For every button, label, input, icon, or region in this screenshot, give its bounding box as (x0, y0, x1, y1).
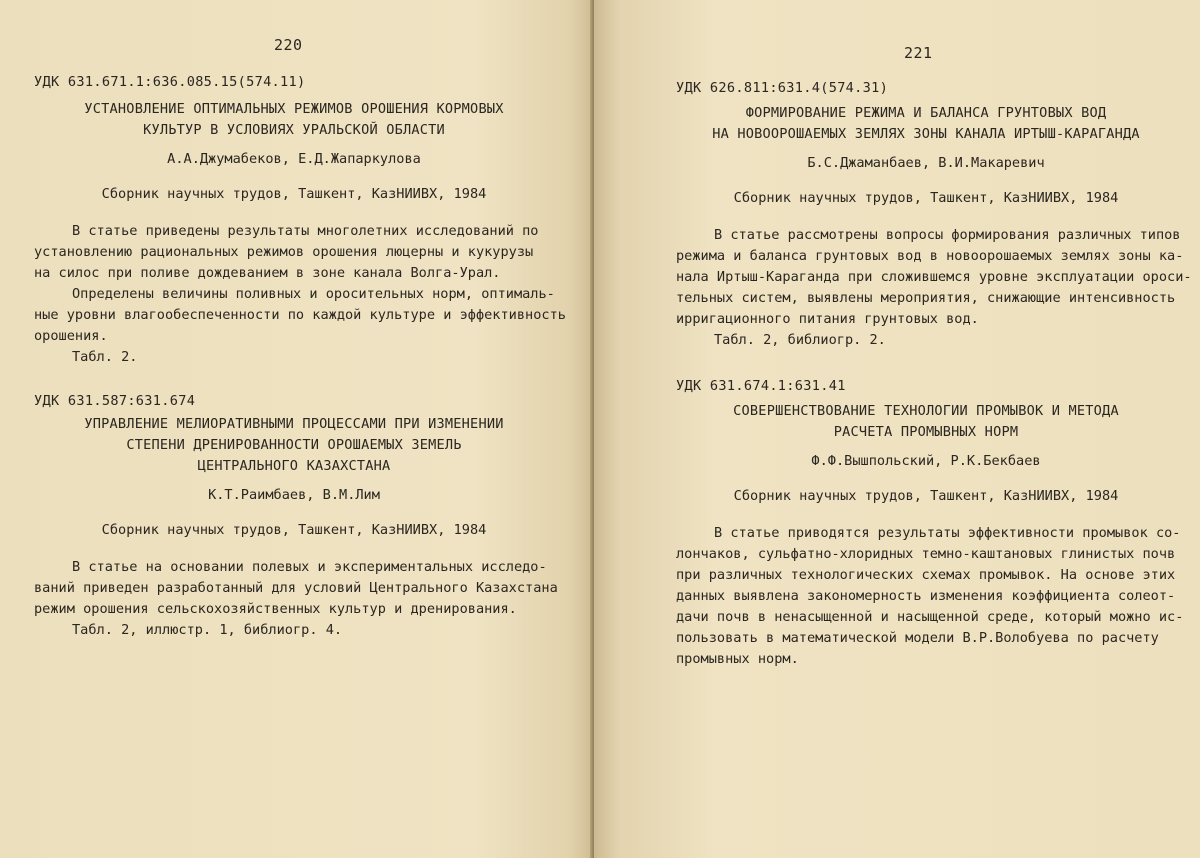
abstract-article-2 (34, 391, 558, 641)
udk-code: УДК 631.587:631.674 (34, 393, 196, 409)
article-authors: Ф.Ф.Вышпольский, Р.К.Бекбаев (811, 453, 1041, 469)
abstract-article-1 (34, 72, 566, 368)
article-abstract (676, 225, 1192, 351)
abstract-line: Определены величины поливных и оросительных норм, оптималь- (72, 286, 555, 302)
abstract-article-4 (676, 376, 1184, 670)
title-line: КУЛЬТУР В УСЛОВИЯХ УРАЛЬСКОЙ ОБЛАСТИ (143, 122, 445, 138)
abstract-line: режим орошения сельскохозяйственных культур и дренирования. (34, 601, 517, 617)
abstract-line: дачи почв в ненасыщенной и насыщенной среде, который можно ис- (676, 609, 1184, 625)
abstract-line: ирригационного питания грунтовых вод. (676, 311, 979, 327)
abstract-article-3 (676, 78, 1192, 351)
abstract-line: лончаков, сульфатно-хлоридных темно-каштановых глинистых почв (676, 546, 1176, 562)
title-line: УСТАНОВЛЕНИЕ ОПТИМАЛЬНЫХ РЕЖИМОВ ОРОШЕНИЯ КОРМОВЫХ (84, 101, 504, 117)
title-line: НА НОВООРОШАЕМЫХ ЗЕМЛЯХ ЗОНЫ КАНАЛА ИРТЫШ-КАРАГАНДА (712, 126, 1140, 142)
article-refs: Табл. 2, библиогр. 2. (714, 332, 886, 348)
abstract-line: промывных норм. (676, 651, 799, 667)
abstract-line: ваний приведен разработанный для условий Центрального Казахстана (34, 580, 558, 596)
abstract-line: ные уровни влагообеспеченности по каждой культуре и эффективность (34, 307, 566, 323)
abstract-line: тельных систем, выявлены мероприятия, снижающие интенсивность (676, 290, 1176, 306)
title-line: РАСЧЕТА ПРОМЫВНЫХ НОРМ (833, 424, 1019, 440)
article-title (34, 99, 554, 141)
abstract-line: В статье на основании полевых и экспериментальных исследо- (72, 559, 547, 575)
abstract-line: В статье рассмотрены вопросы формирования различных типов (714, 227, 1181, 243)
abstract-line: В статье приводятся результаты эффективности промывок со- (714, 525, 1181, 541)
article-source: Сборник научных трудов, Ташкент, КазНИИВХ, 1984 (101, 186, 487, 202)
page-number: 221 (904, 44, 933, 62)
abstract-line: на силос при поливе дождеванием в зоне канала Волга-Урал. (34, 265, 501, 281)
article-title (676, 401, 1176, 443)
title-line: СТЕПЕНИ ДРЕНИРОВАННОСТИ ОРОШАЕМЫХ ЗЕМЕЛЬ (126, 437, 462, 453)
article-abstract (676, 523, 1184, 670)
article-authors: Б.С.Джаманбаев, В.И.Макаревич (807, 155, 1045, 171)
title-line: ФОРМИРОВАНИЕ РЕЖИМА И БАЛАНСА ГРУНТОВЫХ ВОД (745, 105, 1107, 121)
article-title (34, 414, 554, 477)
abstract-line: пользовать в математической модели В.Р.Волобуева по расчету (676, 630, 1159, 646)
right-page (594, 0, 1200, 858)
udk-code: УДК 626.811:631.4(574.31) (676, 80, 889, 96)
left-page (0, 0, 594, 858)
article-source: Сборник научных трудов, Ташкент, КазНИИВХ, 1984 (733, 488, 1119, 504)
abstract-line: данных выявлена закономерность изменения коэффициента солеот- (676, 588, 1176, 604)
article-refs: Табл. 2, иллюстр. 1, библиогр. 4. (72, 622, 343, 638)
article-authors: К.Т.Раимбаев, В.М.Лим (208, 487, 380, 503)
article-source: Сборник научных трудов, Ташкент, КазНИИВХ, 1984 (733, 190, 1119, 206)
abstract-line: орошения. (34, 328, 108, 344)
udk-code: УДК 631.674.1:631.41 (676, 378, 846, 394)
title-line: СОВЕРШЕНСТВОВАНИЕ ТЕХНОЛОГИИ ПРОМЫВОК И МЕТОДА (733, 403, 1119, 419)
abstract-line: режима и баланса грунтовых вод в новоорошаемых землях зоны ка- (676, 248, 1184, 264)
abstract-line: В статье приведены результаты многолетних исследований по (72, 223, 539, 239)
article-source: Сборник научных трудов, Ташкент, КазНИИВХ, 1984 (101, 522, 487, 538)
article-title (676, 103, 1176, 145)
title-line: УПРАВЛЕНИЕ МЕЛИОРАТИВНЫМИ ПРОЦЕССАМИ ПРИ ИЗМЕНЕНИИ (84, 416, 504, 432)
article-abstract (34, 557, 558, 641)
article-authors: А.А.Джумабеков, Е.Д.Жапаркулова (167, 151, 421, 167)
article-abstract (34, 221, 566, 368)
title-line: ЦЕНТРАЛЬНОГО КАЗАХСТАНА (197, 458, 391, 474)
page-number: 220 (274, 36, 303, 54)
abstract-line: при различных технологических схемах промывок. На основе этих (676, 567, 1176, 583)
article-refs: Табл. 2. (72, 349, 138, 365)
udk-code: УДК 631.671.1:636.085.15(574.11) (34, 74, 306, 90)
abstract-line: установлению рациональных режимов орошения люцерны и кукурузы (34, 244, 534, 260)
abstract-line: нала Иртыш-Караганда при сложившемся уровне эксплуатации ороси- (676, 269, 1192, 285)
